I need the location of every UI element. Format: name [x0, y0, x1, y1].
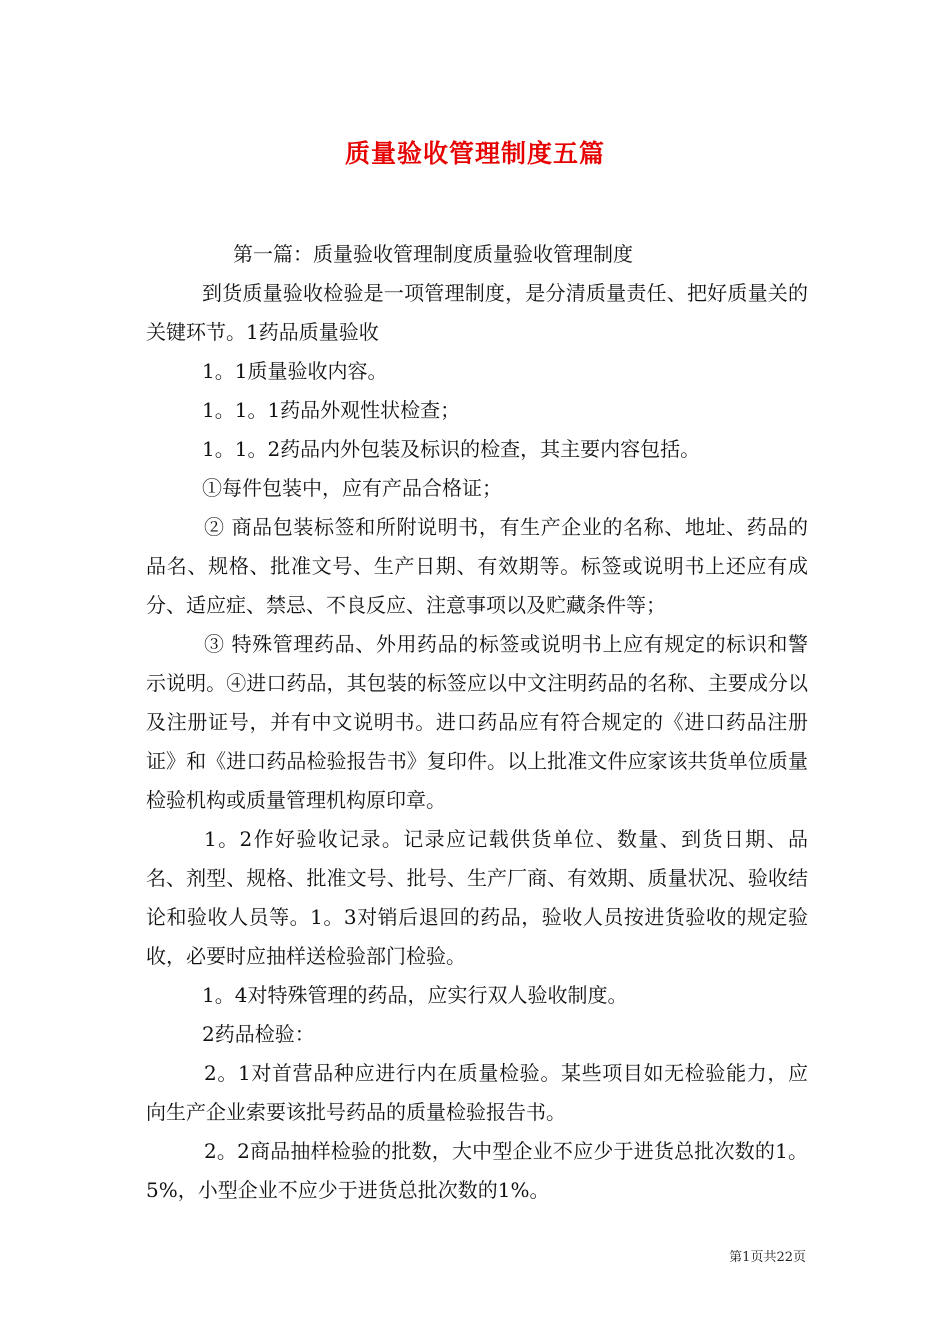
- paragraph: ③ 特殊管理药品、外用药品的标签或说明书上应有规定的标识和警示说明。④进口药品，其包装的标签应以中文注明药品的名称、主要成分以及注册证号，并有中文说明书。进口药品应有符合规定的《进口药品注册证》和《进口药品检验报告书》复印件。以上批准文件应家该共货单位质量检验机构或质量管理机构原印章。: [146, 632, 808, 812]
- paragraph: 到货质量验收检验是一项管理制度，是分清质量责任、把好质量关的关键环节。1药品质量验收: [146, 281, 808, 344]
- page-number: 第1页共22页: [729, 1250, 806, 1265]
- section-heading: 第一篇：质量验收管理制度质量验收管理制度: [233, 242, 633, 266]
- document-body: [146, 235, 808, 1210]
- paragraph: ② 商品包装标签和所附说明书，有生产企业的名称、地址、药品的品名、规格、批准文号、生产日期、有效期等。标签或说明书上还应有成分、适应症、禁忌、不良反应、注意事项以及贮藏条件等；: [146, 515, 808, 617]
- paragraph: 1。4对特殊管理的药品，应实行双人验收制度。: [202, 983, 628, 1007]
- paragraph: 1。1。1药品外观性状检查；: [202, 398, 461, 422]
- document-title: 质量验收管理制度五篇: [344, 139, 605, 168]
- paragraph: 2。1对首营品种应进行内在质量检验。某些项目如无检验能力，应向生产企业索要该批号药品的质量检验报告书。: [146, 1061, 808, 1124]
- paragraph: 1。1质量验收内容。: [202, 359, 388, 383]
- paragraph: 2。2商品抽样检验的批数，大中型企业不应少于进货总批次数的1。5%，小型企业不应少于进货总批次数的1%。: [146, 1139, 808, 1202]
- paragraph: 2药品检验：: [202, 1022, 315, 1046]
- paragraph: 1。2作好验收记录。记录应记载供货单位、数量、到货日期、品名、剂型、规格、批准文号、批号、生产厂商、有效期、质量状况、验收结论和验收人员等。1。3对销后退回的药品，验收人员按进货验收的规定验收，必要时应抽样送检验部门检验。: [146, 827, 808, 968]
- paragraph: 1。1。2药品内外包装及标识的检查，其主要内容包括。: [202, 437, 701, 461]
- paragraph: ①每件包装中，应有产品合格证；: [202, 476, 502, 500]
